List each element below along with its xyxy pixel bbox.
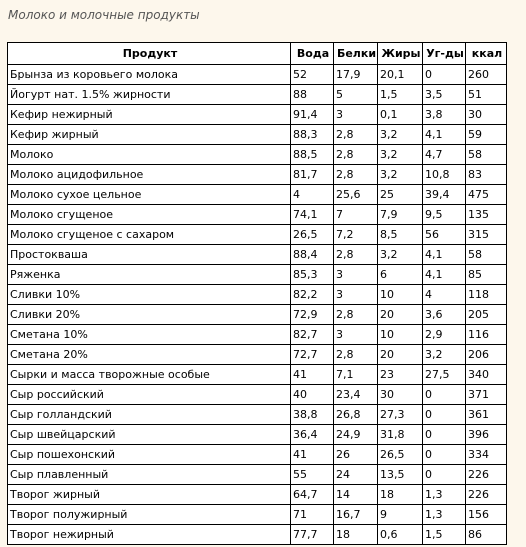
cell-kcal: 86 [466,525,507,545]
table-row [8,525,507,545]
cell-kcal: 118 [466,285,507,305]
cell-carbs: 0 [423,65,466,85]
cell-fat: 0,1 [378,105,423,125]
cell-carbs: 10,8 [423,165,466,185]
cell-kcal: 334 [466,445,507,465]
cell-water: 41 [291,445,334,465]
cell-water: 64,7 [291,485,334,505]
cell-fat: 26,5 [378,445,423,465]
cell-product: Сыр голландский [8,405,291,425]
cell-carbs: 3,5 [423,85,466,105]
cell-fat: 25 [378,185,423,205]
cell-carbs: 9,5 [423,205,466,225]
table-row [8,345,507,365]
cell-product: Сметана 10% [8,325,291,345]
cell-protein: 7,2 [334,225,378,245]
cell-protein: 5 [334,85,378,105]
cell-water: 71 [291,505,334,525]
cell-carbs: 1,5 [423,525,466,545]
cell-product: Творог нежирный [8,525,291,545]
cell-carbs: 27,5 [423,365,466,385]
cell-kcal: 226 [466,465,507,485]
cell-water: 88,4 [291,245,334,265]
cell-product: Сливки 10% [8,285,291,305]
cell-fat: 3,2 [378,165,423,185]
cell-water: 26,5 [291,225,334,245]
cell-fat: 31,8 [378,425,423,445]
cell-fat: 27,3 [378,405,423,425]
cell-product: Молоко [8,145,291,165]
cell-water: 82,2 [291,285,334,305]
table-row [8,265,507,285]
cell-water: 88,3 [291,125,334,145]
cell-product: Сметана 20% [8,345,291,365]
cell-protein: 18 [334,525,378,545]
cell-kcal: 315 [466,225,507,245]
cell-protein: 3 [334,325,378,345]
cell-fat: 20,1 [378,65,423,85]
cell-protein: 17,9 [334,65,378,85]
cell-product: Молоко сухое цельное [8,185,291,205]
cell-protein: 7,1 [334,365,378,385]
table-body [8,65,507,545]
table-row [8,225,507,245]
cell-kcal: 396 [466,425,507,445]
nutrition-table [7,42,507,545]
cell-kcal: 206 [466,345,507,365]
cell-kcal: 135 [466,205,507,225]
header-carbs: Уг-ды [423,43,466,65]
cell-product: Сыр российский [8,385,291,405]
cell-kcal: 205 [466,305,507,325]
cell-fat: 9 [378,505,423,525]
cell-fat: 13,5 [378,465,423,485]
cell-protein: 24,9 [334,425,378,445]
table-row [8,485,507,505]
cell-protein: 2,8 [334,305,378,325]
cell-protein: 2,8 [334,145,378,165]
cell-water: 36,4 [291,425,334,445]
cell-carbs: 3,6 [423,305,466,325]
cell-water: 41 [291,365,334,385]
table-row [8,245,507,265]
cell-product: Ряженка [8,265,291,285]
cell-product: Сыр плавленный [8,465,291,485]
cell-protein: 26,8 [334,405,378,425]
cell-protein: 3 [334,265,378,285]
cell-product: Брынза из коровьего молока [8,65,291,85]
cell-product: Молоко сгущеное [8,205,291,225]
header-protein: Белки [334,43,378,65]
cell-product: Сливки 20% [8,305,291,325]
cell-carbs: 0 [423,465,466,485]
cell-carbs: 0 [423,385,466,405]
cell-fat: 10 [378,285,423,305]
cell-fat: 7,9 [378,205,423,225]
header-water: Вода [291,43,334,65]
cell-protein: 2,8 [334,345,378,365]
header-product: Продукт [8,43,291,65]
table-row [8,465,507,485]
cell-kcal: 116 [466,325,507,345]
table-row [8,85,507,105]
cell-kcal: 59 [466,125,507,145]
table-row [8,385,507,405]
cell-product: Сырки и масса творожные особые [8,365,291,385]
cell-water: 77,7 [291,525,334,545]
cell-kcal: 58 [466,145,507,165]
cell-kcal: 260 [466,65,507,85]
cell-water: 74,1 [291,205,334,225]
table-row [8,145,507,165]
table-row [8,505,507,525]
cell-carbs: 0 [423,445,466,465]
cell-kcal: 83 [466,165,507,185]
cell-water: 72,7 [291,345,334,365]
cell-kcal: 340 [466,365,507,385]
table-row [8,305,507,325]
cell-carbs: 4,7 [423,145,466,165]
table-row [8,65,507,85]
cell-water: 4 [291,185,334,205]
page-title: Молоко и молочные продукты [8,8,200,22]
table-row [8,365,507,385]
header-fat: Жиры [378,43,423,65]
cell-fat: 20 [378,345,423,365]
table-row [8,125,507,145]
cell-fat: 20 [378,305,423,325]
cell-kcal: 371 [466,385,507,405]
cell-carbs: 0 [423,425,466,445]
cell-fat: 6 [378,265,423,285]
cell-carbs: 2,9 [423,325,466,345]
cell-water: 52 [291,65,334,85]
cell-protein: 24 [334,465,378,485]
cell-fat: 3,2 [378,145,423,165]
cell-carbs: 4 [423,285,466,305]
cell-carbs: 56 [423,225,466,245]
cell-water: 81,7 [291,165,334,185]
cell-product: Сыр пошехонский [8,445,291,465]
cell-carbs: 3,2 [423,345,466,365]
table-row [8,325,507,345]
cell-fat: 8,5 [378,225,423,245]
table-row [8,185,507,205]
cell-protein: 16,7 [334,505,378,525]
cell-protein: 2,8 [334,245,378,265]
cell-product: Творог жирный [8,485,291,505]
cell-product: Кефир жирный [8,125,291,145]
header-kcal: ккал [466,43,507,65]
cell-protein: 7 [334,205,378,225]
cell-carbs: 1,3 [423,505,466,525]
cell-protein: 2,8 [334,125,378,145]
cell-fat: 1,5 [378,85,423,105]
table-row [8,425,507,445]
table-row [8,105,507,125]
cell-carbs: 1,3 [423,485,466,505]
cell-carbs: 0 [423,405,466,425]
cell-kcal: 156 [466,505,507,525]
cell-carbs: 39,4 [423,185,466,205]
cell-water: 88,5 [291,145,334,165]
cell-fat: 23 [378,365,423,385]
cell-kcal: 30 [466,105,507,125]
cell-kcal: 226 [466,485,507,505]
cell-kcal: 85 [466,265,507,285]
table-row [8,445,507,465]
cell-protein: 25,6 [334,185,378,205]
table-row [8,165,507,185]
cell-fat: 0,6 [378,525,423,545]
cell-product: Молоко ацидофильное [8,165,291,185]
cell-product: Сыр швейцарский [8,425,291,445]
cell-protein: 26 [334,445,378,465]
cell-product: Йогурт нат. 1.5% жирности [8,85,291,105]
cell-carbs: 3,8 [423,105,466,125]
cell-product: Молоко сгущеное с сахаром [8,225,291,245]
table-row [8,405,507,425]
cell-kcal: 58 [466,245,507,265]
cell-water: 72,9 [291,305,334,325]
cell-water: 91,4 [291,105,334,125]
cell-kcal: 51 [466,85,507,105]
table-row [8,205,507,225]
cell-kcal: 361 [466,405,507,425]
cell-fat: 18 [378,485,423,505]
cell-water: 82,7 [291,325,334,345]
table-header-row [8,43,507,65]
cell-water: 55 [291,465,334,485]
cell-carbs: 4,1 [423,125,466,145]
cell-protein: 3 [334,105,378,125]
cell-protein: 3 [334,285,378,305]
cell-product: Кефир нежирный [8,105,291,125]
cell-water: 40 [291,385,334,405]
cell-fat: 30 [378,385,423,405]
cell-fat: 3,2 [378,125,423,145]
cell-fat: 3,2 [378,245,423,265]
cell-protein: 14 [334,485,378,505]
cell-product: Простокваша [8,245,291,265]
cell-carbs: 4,1 [423,245,466,265]
cell-protein: 23,4 [334,385,378,405]
cell-kcal: 475 [466,185,507,205]
cell-water: 38,8 [291,405,334,425]
cell-protein: 2,8 [334,165,378,185]
cell-water: 88 [291,85,334,105]
cell-water: 85,3 [291,265,334,285]
cell-product: Творог полужирный [8,505,291,525]
table-row [8,285,507,305]
cell-carbs: 4,1 [423,265,466,285]
cell-fat: 10 [378,325,423,345]
